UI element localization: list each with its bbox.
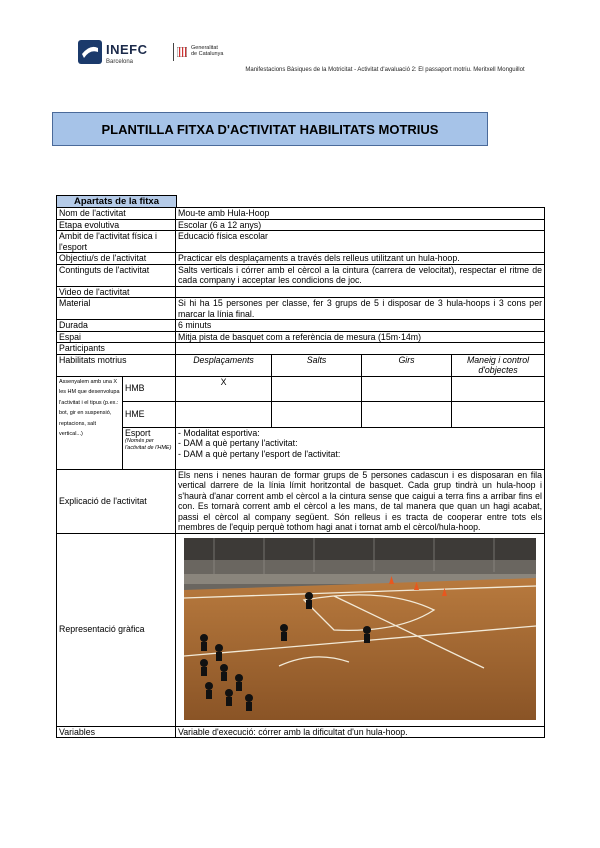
court-illustration [184,538,536,720]
durada-label: Durada [57,320,176,332]
esport-note: (Només per l'activitat de l'HME) [125,438,172,451]
explicacio-value: Els nens i nenes hauran de formar grups de 5 persones cadascun i es disposaran en fila vertical darrere de la línia límit horitzontal de basquet. Cada grup tindrà un hula-hoop i s'haurà d'anar corrent amb el cèrcol a la cintura sense que caigui a terra fins a arribar fins el con. Es tornarà corrent amb el cèrcol a les mans, de tal manera que quan un hagi acabat, passi el cèrcol al company següent. Són relleus i es tracta de cooperar entre tots els membres de l'equip perquè tothom hagi anat i tornat amb el cèrcol/hula-hoop. [176,469,545,533]
row-hme [57,401,545,427]
title-box [52,112,488,146]
row-durada [57,320,545,332]
esport-line-dam-activitat: - DAM a què pertany l'activitat: [178,438,298,448]
row-representacio [57,533,545,726]
hme-maneig-cell [452,401,545,427]
habilitats-label: Habilitats motrius [57,354,176,376]
generalitat-icon [177,47,187,57]
row-participants [57,343,545,355]
objectius-value: Practicar els desplaçaments a través dels relleus utilitzant un hula-hoop. [176,253,545,265]
row-objectius [57,253,545,265]
page-title: PLANTILLA FITXA D'ACTIVITAT HABILITATS MOTRIUS [101,121,439,137]
hmb-maneig-cell [452,376,545,401]
skill-col-salts: Salts [272,354,362,376]
hmb-label: HMB [123,376,176,401]
skill-col-desplacaments: Desplaçaments [176,354,272,376]
row-variables [57,726,545,738]
skill-col-maneig: Maneig i control d'objectes [452,354,545,376]
row-etapa [57,219,545,231]
generalitat-logo [173,43,273,63]
espai-label: Espai [57,331,176,343]
participants-value [176,343,545,355]
activity-sheet-table [56,207,545,738]
material-value: Si hi ha 15 persones per classe, fer 3 grups de 5 i disposar de 3 hula-hoops i 3 cons per marcar la línia final. [176,298,545,320]
video-value [176,286,545,298]
etapa-value: Escolar (6 a 12 anys) [176,219,545,231]
esport-cell [123,427,176,469]
header-note: Manifestacions Bàsiques de la Motricitat - Activitat d'avaluació 2: El passaport motriu. Meritxell Monguillot [245,67,525,73]
nom-value: Mou-te amb Hula-Hoop [176,208,545,220]
inefc-logo-icon [78,40,102,64]
durada-value: 6 minuts [176,320,545,332]
explicacio-label: Explicació de l'activitat [57,469,176,533]
row-material [57,298,545,320]
esport-values [176,427,545,469]
representacio-label: Representació gràfica [57,533,176,726]
row-nom [57,208,545,220]
objectius-label: Objectiu/s de l'activitat [57,253,176,265]
ambit-label: Ambit de l'activitat física i l'esport [57,231,176,253]
variables-label: Variables [57,726,176,738]
assenyalar-note: Assenyalem amb una X les HM que desenvolupa l'activitat i el tipus (p.ex.: bot, gir en suspensió, reptacions, salt vertical...) [57,376,123,469]
logo-divider [173,43,174,61]
representacio-cell [176,533,545,726]
row-video [57,286,545,298]
espai-value: Mitja pista de basquet com a referència de mesura (15m·14m) [176,331,545,343]
video-label: Video de l'activitat [57,286,176,298]
esport-label: Esport [125,427,151,438]
hme-desplacaments-cell [176,401,272,427]
variables-value: Variable d'execució: córrer amb la dificultat d'un hula-hoop. [176,726,545,738]
nom-label: Nom de l'activitat [57,208,176,220]
row-continguts [57,264,545,286]
material-label: Material [57,298,176,320]
continguts-label: Continguts de l'activitat [57,264,176,286]
row-esport [57,427,545,469]
hmb-salts-cell [272,376,362,401]
esport-line-dam-esport: - DAM a què pertany l'esport de l'activitat: [178,448,341,459]
row-espai [57,331,545,343]
inefc-logo [78,40,248,70]
generalitat-text: Generalitat de Catalunya [191,45,224,57]
logo-text: INEFC [106,42,148,57]
hmb-desplacaments-cell: X [176,376,272,401]
hmb-girs-cell [362,376,452,401]
court-floor [184,578,536,720]
row-skills-header [57,354,545,376]
continguts-value: Salts verticals i córrer amb el cèrcol a la cintura (carrera de velocitat), respectar el ritme de cada company i acceptar les condicions de joc. [176,264,545,286]
hme-salts-cell [272,401,362,427]
hme-girs-cell [362,401,452,427]
section-heading: Apartats de la fitxa [56,195,177,208]
participants-label: Participants [57,343,176,355]
esport-line-modalitat: - Modalitat esportiva: [178,427,260,438]
logo-subtitle: Barcelona [106,59,134,65]
row-hmb [57,376,545,401]
skill-col-girs: Girs [362,354,452,376]
etapa-label: Etapa evolutiva [57,219,176,231]
ambit-value: Educació física escolar [176,231,545,253]
row-explicacio [57,469,545,533]
hme-label: HME [123,401,176,427]
row-ambit [57,231,545,253]
